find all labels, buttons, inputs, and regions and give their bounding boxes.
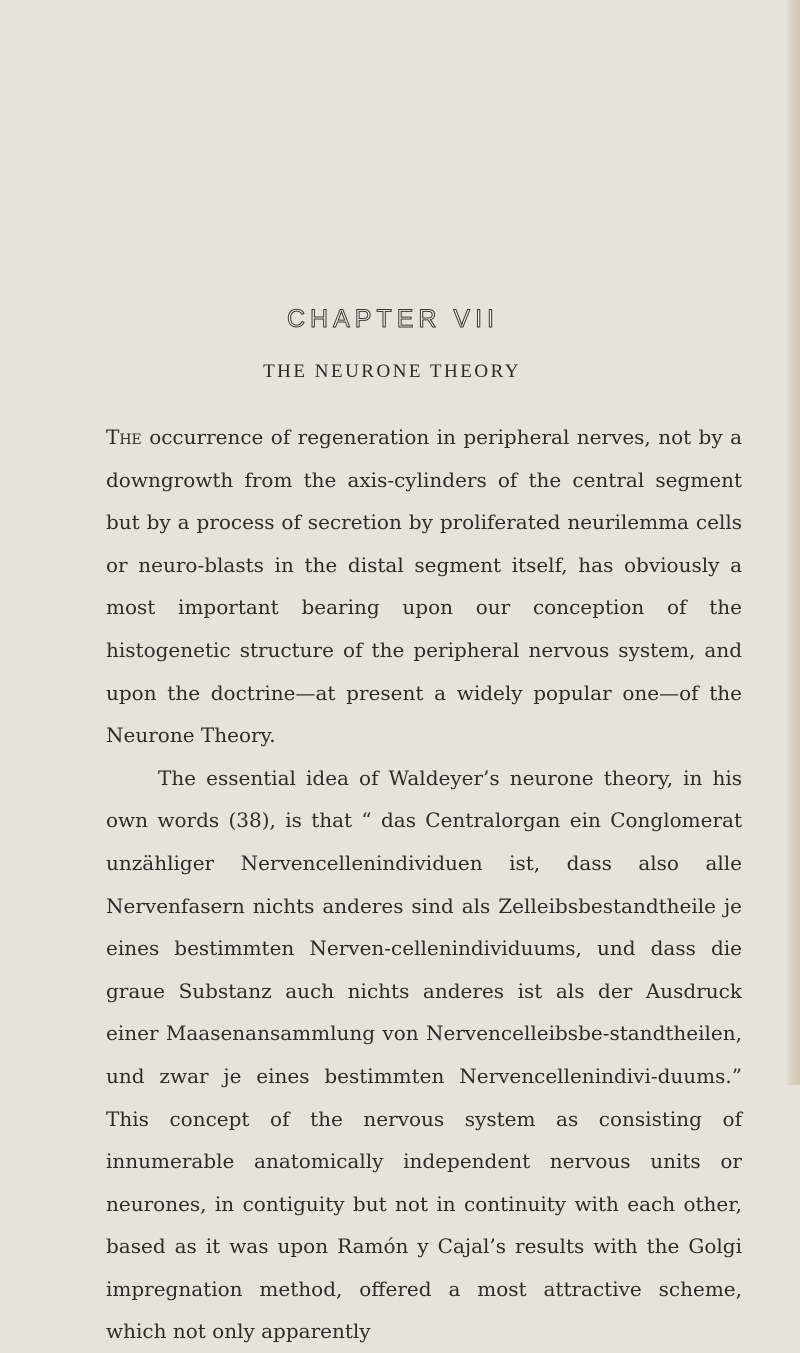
chapter-title: THE NEURONE THEORY <box>263 361 521 382</box>
paragraph-2: The essential idea of Waldeyer’s neurone theory, in his own words (38), is that “ das Centralorgan ein Conglomerat unzähliger Nervencellenindividuen ist, dass also alle Nervenfasern nichts anderes sind als Zelleibsbestandtheile je eines bestimmten Nerven-cellenindividuums, und dass die graue Substanz auch nichts anderes ist als der Ausdruck einer Maasenansammlung von Nervencelleibsbe-standtheilen, und zwar je eines bestimmten Nervencellenindivi-duums.” This concept of the nervous system as consisting of innumerable anatomically independent nervous units or neurones, in contiguity but not in continuity with each other, based as it was upon Ramón y Cajal’s results with the Golgi impregnation method, offered a most attractive scheme, which not only apparently <box>106 765 742 1344</box>
chapter-heading: CHAPTER VII <box>287 305 499 333</box>
page-edge-shadow <box>786 0 800 1085</box>
paragraph-1 <box>106 416 742 757</box>
paragraph-1-text: occurrence of regeneration in peripheral nerves, not by a downgrowth from the axis-cylinders of the central segment but by a process of secretion by proliferated neurilemma cells or neuro-blasts in the distal segment itself, has obviously a most important bearing upon our conception of the histogenetic structure of the peripheral nervous system, and upon the doctrine—at present a widely popular one—of the Neurone Theory. <box>106 425 742 748</box>
body-text <box>106 416 742 1353</box>
paragraph-lead-word: The <box>106 425 142 449</box>
